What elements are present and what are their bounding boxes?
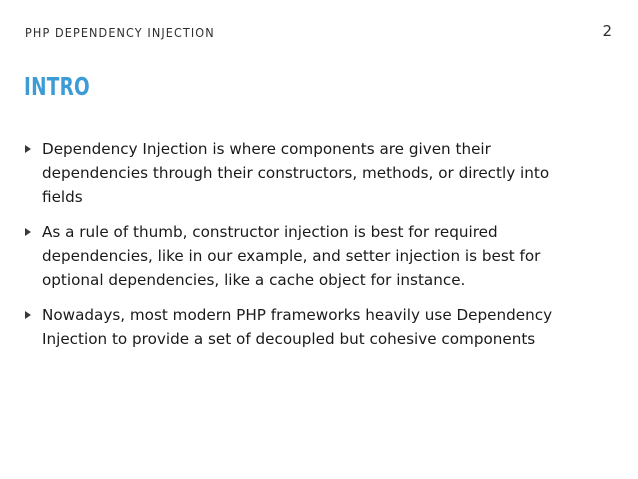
page-number: 2	[602, 22, 612, 40]
bullet-item	[24, 137, 594, 209]
bullet-text: Nowadays, most modern PHP frameworks heavily use Dependency Injection to provide a set of decoupled but cohesive components	[42, 306, 553, 348]
header-title: PHP DEPENDENCY INJECTION	[25, 25, 215, 40]
slide-heading: INTRO	[24, 72, 90, 101]
bullet-item	[24, 220, 594, 292]
triangle-bullet-icon	[25, 145, 31, 153]
bullet-text: Dependency Injection is where components are given their dependencies through their constructors, methods, or directly into fields	[42, 140, 550, 206]
bullet-item	[24, 303, 594, 351]
bullet-list	[24, 137, 594, 362]
bullet-text: As a rule of thumb, constructor injection is best for required dependencies, like in our example, and setter injection is best for optional dependencies, like a cache object for instance.	[42, 223, 541, 289]
triangle-bullet-icon	[25, 311, 31, 319]
triangle-bullet-icon	[25, 228, 31, 236]
